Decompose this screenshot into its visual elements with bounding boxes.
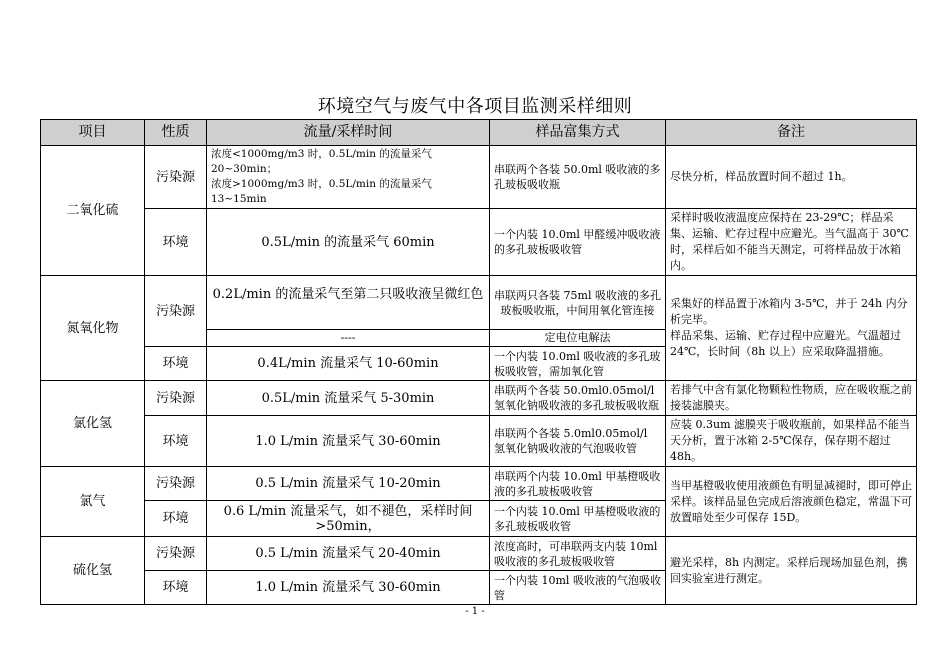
enrichment-cell: 定电位电解法 — [490, 330, 666, 347]
property-cell: 环境 — [145, 209, 207, 276]
enrichment-cell: 一个内装 10.0ml 甲醛缓冲吸收液的多孔玻板吸收管 — [490, 209, 666, 276]
enrichment-cell: 串联两个各装 5.0ml0.05mol/l 氢氧化钠吸收液的气泡吸收管 — [490, 416, 666, 467]
header-item: 项目 — [41, 120, 145, 146]
enrichment-cell: 浓度高时，可串联两支内装 10ml 吸收液的多孔玻板吸收管 — [490, 537, 666, 571]
item-cell: 氯化氢 — [41, 381, 145, 467]
property-cell: 环境 — [145, 347, 207, 381]
enrichment-cell: 一个内装 10.0ml 吸收液的多孔玻板吸收管，需加氧化管 — [490, 347, 666, 381]
remark-cell: 避光采样，8h 内测定。采样后现场加显色剂，携回实验室进行测定。 — [666, 537, 917, 605]
enrichment-cell: 串联两只各装 75ml 吸收液的多孔玻板吸收瓶，中间用氧化管连接 — [490, 276, 666, 330]
remark-cell: 若排气中含有氯化物颗粒性物质，应在吸收瓶之前接装滤膜夹。 — [666, 381, 917, 416]
table-row — [41, 416, 917, 467]
property-cell: 污染源 — [145, 276, 207, 347]
remark-cell: 采集好的样品置于冰箱内 3-5℃，并于 24h 内分析完毕。 样品采集、运输、贮存过程中应避光。气温超过 24℃，长时间（8h 以上）应采取降温措施。 — [666, 276, 917, 381]
item-cell: 氮氧化物 — [41, 276, 145, 381]
table-header-row — [41, 120, 917, 146]
page-title: 环境空气与废气中各项目监测采样细则 — [317, 96, 633, 117]
header-property: 性质 — [145, 120, 207, 146]
flow-cell: 0.5L/min 的流量采气 60min — [207, 209, 490, 276]
item-cell: 硫化氢 — [41, 537, 145, 605]
remark-cell: 采样时吸收液温度应保持在 23-29℃；样品采集、运输、贮存过程中应避光。当气温高于 30℃时，采样后如不能当天测定，可将样品放于冰箱内。 — [666, 209, 917, 276]
flow-cell: 1.0 L/min 流量采气 30-60min — [207, 571, 490, 605]
table-row — [41, 146, 917, 209]
property-cell: 环境 — [145, 571, 207, 605]
enrichment-cell: 串联两个各装 50.0ml0.05mol/l 氢氧化钠吸收液的多孔玻板吸收瓶 — [490, 381, 666, 416]
flow-cell: 0.2L/min 的流量采气至第二只吸收液呈微红色 — [207, 276, 490, 330]
remark-cell: 应装 0.3um 滤膜夹于吸收瓶前，如果样品不能当天分析，置于冰箱 2-5℃保存，保存期不超过 48h。 — [666, 416, 917, 467]
sampling-table — [40, 119, 917, 605]
table-row — [41, 537, 917, 571]
item-cell: 二氧化硫 — [41, 146, 145, 276]
flow-cell: 0.5L/min 流量采气 5-30min — [207, 381, 490, 416]
header-enrichment: 样品富集方式 — [490, 120, 666, 146]
remark-cell: 尽快分析，样品放置时间不超过 1h。 — [666, 146, 917, 209]
item-cell: 氯气 — [41, 467, 145, 537]
header-remarks: 备注 — [666, 120, 917, 146]
table-row — [41, 276, 917, 330]
enrichment-cell: 串联两个内装 10.0ml 甲基橙吸收液的多孔玻板吸收管 — [490, 467, 666, 501]
property-cell: 污染源 — [145, 381, 207, 416]
flow-cell: 0.5 L/min 流量采气 20-40min — [207, 537, 490, 571]
property-cell: 污染源 — [145, 537, 207, 571]
enrichment-cell: 串联两个各装 50.0ml 吸收液的多孔玻板吸收瓶 — [490, 146, 666, 209]
flow-cell: 0.5 L/min 流量采气 10-20min — [207, 467, 490, 501]
page-number: - 1 - — [465, 606, 485, 617]
property-cell: 污染源 — [145, 467, 207, 501]
flow-cell: 浓度<1000mg/m3 时，0.5L/min 的流量采气 20~30min； 浓度>1000mg/m3 时，0.5L/min 的流量采气 13~15min — [207, 146, 490, 209]
flow-cell: 0.6 L/min 流量采气，如不褪色，采样时间>50min， — [207, 501, 490, 537]
flow-cell: 0.4L/min 流量采气 10-60min — [207, 347, 490, 381]
property-cell: 环境 — [145, 416, 207, 467]
property-cell: 污染源 — [145, 146, 207, 209]
table-row — [41, 381, 917, 416]
remark-cell: 当甲基橙吸收使用液颜色有明显减褪时，即可停止采样。该样品显色完成后溶液颜色稳定，常温下可放置暗处至少可保存 15D。 — [666, 467, 917, 537]
enrichment-cell: 一个内装 10.0ml 甲基橙吸收液的多孔玻板吸收管 — [490, 501, 666, 537]
table-row — [41, 209, 917, 276]
enrichment-cell: 一个内装 10ml 吸收液的气泡吸收管 — [490, 571, 666, 605]
header-flow: 流量/采样时间 — [207, 120, 490, 146]
property-cell: 环境 — [145, 501, 207, 537]
flow-cell: 1.0 L/min 流量采气 30-60min — [207, 416, 490, 467]
table-row — [41, 467, 917, 501]
flow-cell: ---- — [207, 330, 490, 347]
